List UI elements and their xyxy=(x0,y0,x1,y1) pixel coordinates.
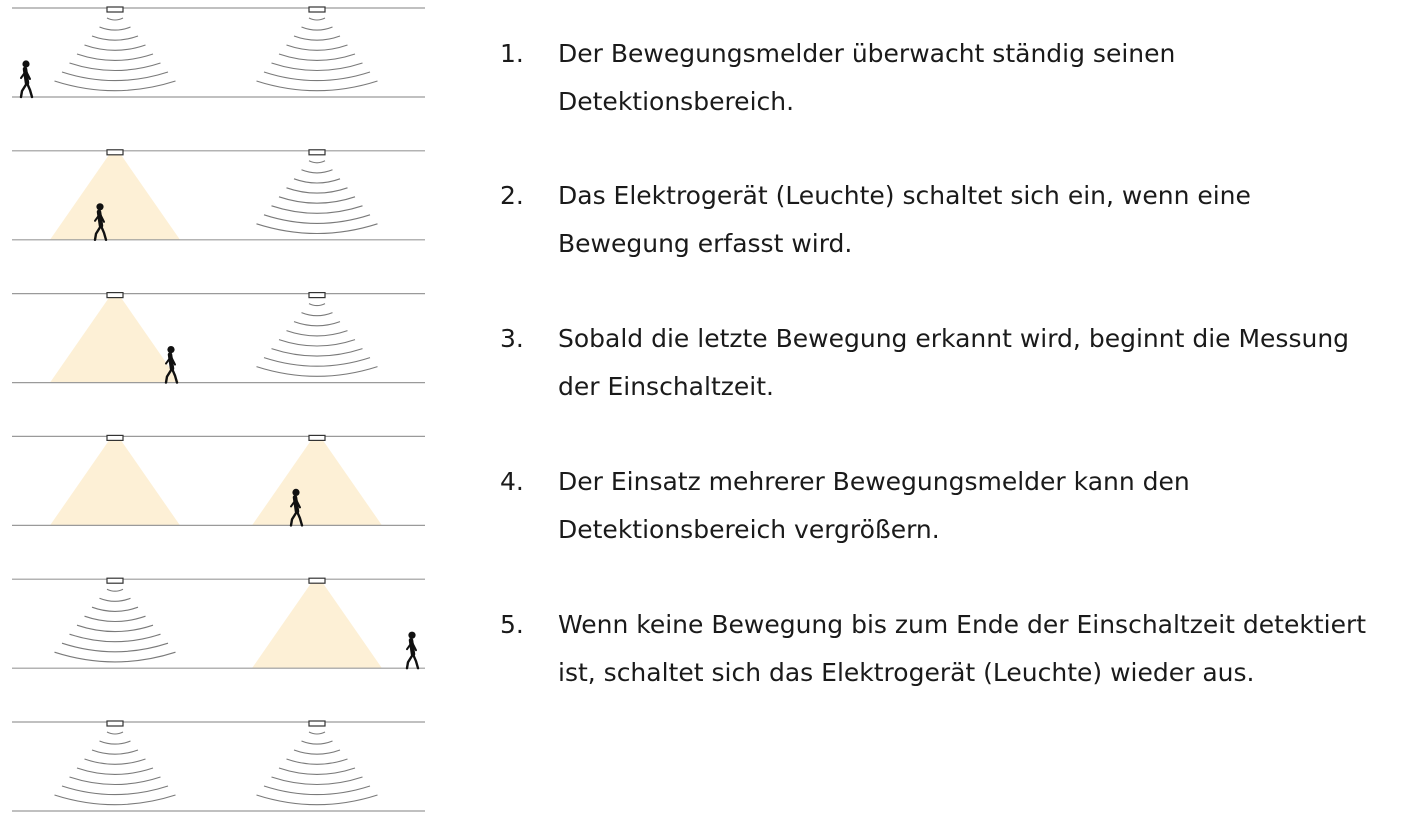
motion-sensor-diagram xyxy=(0,0,440,827)
person-head xyxy=(292,489,299,496)
wave-arc xyxy=(55,652,176,662)
step-line: Wenn keine Bewegung bis zum Ende der Einschaltzeit detektiert xyxy=(558,610,1367,639)
step-line: Der Bewegungsmelder überwacht ständig seinen xyxy=(558,39,1176,68)
step-text xyxy=(558,30,1408,126)
wave-arc xyxy=(309,732,325,734)
step-number: 2. xyxy=(500,181,524,210)
wave-arc xyxy=(85,45,146,50)
detection-waves xyxy=(55,732,176,805)
wave-arc xyxy=(62,643,168,652)
step-line: Detektionsbereich. xyxy=(558,87,795,116)
wave-arc xyxy=(70,63,161,71)
wave-arc xyxy=(287,45,348,50)
motion-sensor xyxy=(309,7,325,12)
person-head xyxy=(408,632,415,639)
wave-arc xyxy=(100,27,131,30)
detection-waves xyxy=(257,732,378,805)
step-text xyxy=(558,458,1408,554)
wave-arc xyxy=(92,36,138,40)
wave-arc xyxy=(70,777,161,785)
step-text xyxy=(558,172,1408,268)
wave-arc xyxy=(257,224,378,234)
wave-arc xyxy=(287,759,348,764)
step-line: der Einschaltzeit. xyxy=(558,372,774,401)
wave-arc xyxy=(302,313,333,316)
wave-arc xyxy=(264,72,370,81)
wave-arc xyxy=(272,63,363,71)
step-text xyxy=(558,601,1408,697)
step-line: Sobald die letzte Bewegung erkannt wird, beginnt die Messung xyxy=(558,324,1350,353)
scene-5 xyxy=(12,578,425,668)
wave-arc xyxy=(62,72,168,81)
motion-sensor xyxy=(107,150,123,155)
wave-arc xyxy=(107,18,123,20)
motion-sensor xyxy=(107,435,123,440)
step-number: 1. xyxy=(500,39,524,68)
scene-1 xyxy=(12,7,425,97)
detection-waves xyxy=(55,18,176,91)
scene-3 xyxy=(12,293,425,383)
wave-arc xyxy=(62,786,168,795)
step-line: Detektionsbereich vergrößern. xyxy=(558,515,940,544)
wave-arc xyxy=(77,54,153,60)
wave-arc xyxy=(309,18,325,20)
step-line: Bewegung erfasst wird. xyxy=(558,229,853,258)
wave-arc xyxy=(55,81,176,91)
wave-arc xyxy=(77,768,153,774)
wave-arc xyxy=(264,786,370,795)
wave-arc xyxy=(55,795,176,805)
detection-waves xyxy=(257,18,378,91)
wave-arc xyxy=(302,170,333,173)
light-beam xyxy=(50,155,180,240)
person-leg xyxy=(21,83,27,97)
motion-sensor xyxy=(309,435,325,440)
wave-arc xyxy=(257,367,378,377)
wave-arc xyxy=(100,598,131,601)
wave-arc xyxy=(272,349,363,357)
wave-arc xyxy=(279,768,355,774)
wave-arc xyxy=(77,625,153,631)
wave-arc xyxy=(272,777,363,785)
motion-sensor xyxy=(107,721,123,726)
person-head xyxy=(96,203,103,210)
walking-person-icon xyxy=(21,60,32,97)
wave-arc xyxy=(309,304,325,306)
step-number: 5. xyxy=(500,610,524,639)
step-line: Das Elektrogerät (Leuchte) schaltet sich ein, wenn eine xyxy=(558,181,1251,210)
scene-2 xyxy=(12,150,425,240)
step-line: ist, schaltet sich das Elektrogerät (Leuchte) wieder aus. xyxy=(558,658,1255,687)
scene-4 xyxy=(12,435,425,525)
wave-arc xyxy=(264,215,370,224)
light-beam xyxy=(50,298,180,383)
wave-arc xyxy=(257,795,378,805)
wave-arc xyxy=(294,179,340,183)
wave-arc xyxy=(287,331,348,336)
wave-arc xyxy=(294,36,340,40)
wave-arc xyxy=(107,589,123,591)
wave-arc xyxy=(264,358,370,367)
wave-arc xyxy=(294,322,340,326)
step-number: 4. xyxy=(500,467,524,496)
motion-sensor xyxy=(107,7,123,12)
detection-waves xyxy=(55,589,176,662)
wave-arc xyxy=(100,741,131,744)
person-leg xyxy=(407,654,413,668)
wave-arc xyxy=(272,206,363,214)
motion-sensor xyxy=(107,293,123,298)
step-text xyxy=(558,315,1408,411)
wave-arc xyxy=(279,197,355,203)
scene-6 xyxy=(12,721,425,811)
wave-arc xyxy=(92,750,138,754)
person-leg xyxy=(413,654,418,668)
wave-arc xyxy=(279,340,355,346)
detection-waves xyxy=(257,161,378,234)
step-number: 3. xyxy=(500,324,524,353)
wave-arc xyxy=(302,741,333,744)
wave-arc xyxy=(257,81,378,91)
wave-arc xyxy=(107,732,123,734)
wave-arc xyxy=(309,161,325,163)
detection-waves xyxy=(257,304,378,377)
light-beam xyxy=(252,440,382,525)
motion-sensor xyxy=(107,578,123,583)
wave-arc xyxy=(279,54,355,60)
light-beam xyxy=(252,583,382,668)
person-head xyxy=(22,60,29,67)
wave-arc xyxy=(302,27,333,30)
wave-arc xyxy=(85,616,146,621)
walking-person-icon xyxy=(407,632,418,669)
wave-arc xyxy=(70,634,161,642)
wave-arc xyxy=(287,188,348,193)
motion-sensor xyxy=(309,293,325,298)
person-leg xyxy=(27,83,32,97)
light-beam xyxy=(50,440,180,525)
step-line: Der Einsatz mehrerer Bewegungsmelder kann den xyxy=(558,467,1190,496)
motion-sensor xyxy=(309,150,325,155)
motion-sensor xyxy=(309,721,325,726)
wave-arc xyxy=(85,759,146,764)
person-head xyxy=(167,346,174,353)
wave-arc xyxy=(294,750,340,754)
wave-arc xyxy=(92,607,138,611)
motion-sensor xyxy=(309,578,325,583)
